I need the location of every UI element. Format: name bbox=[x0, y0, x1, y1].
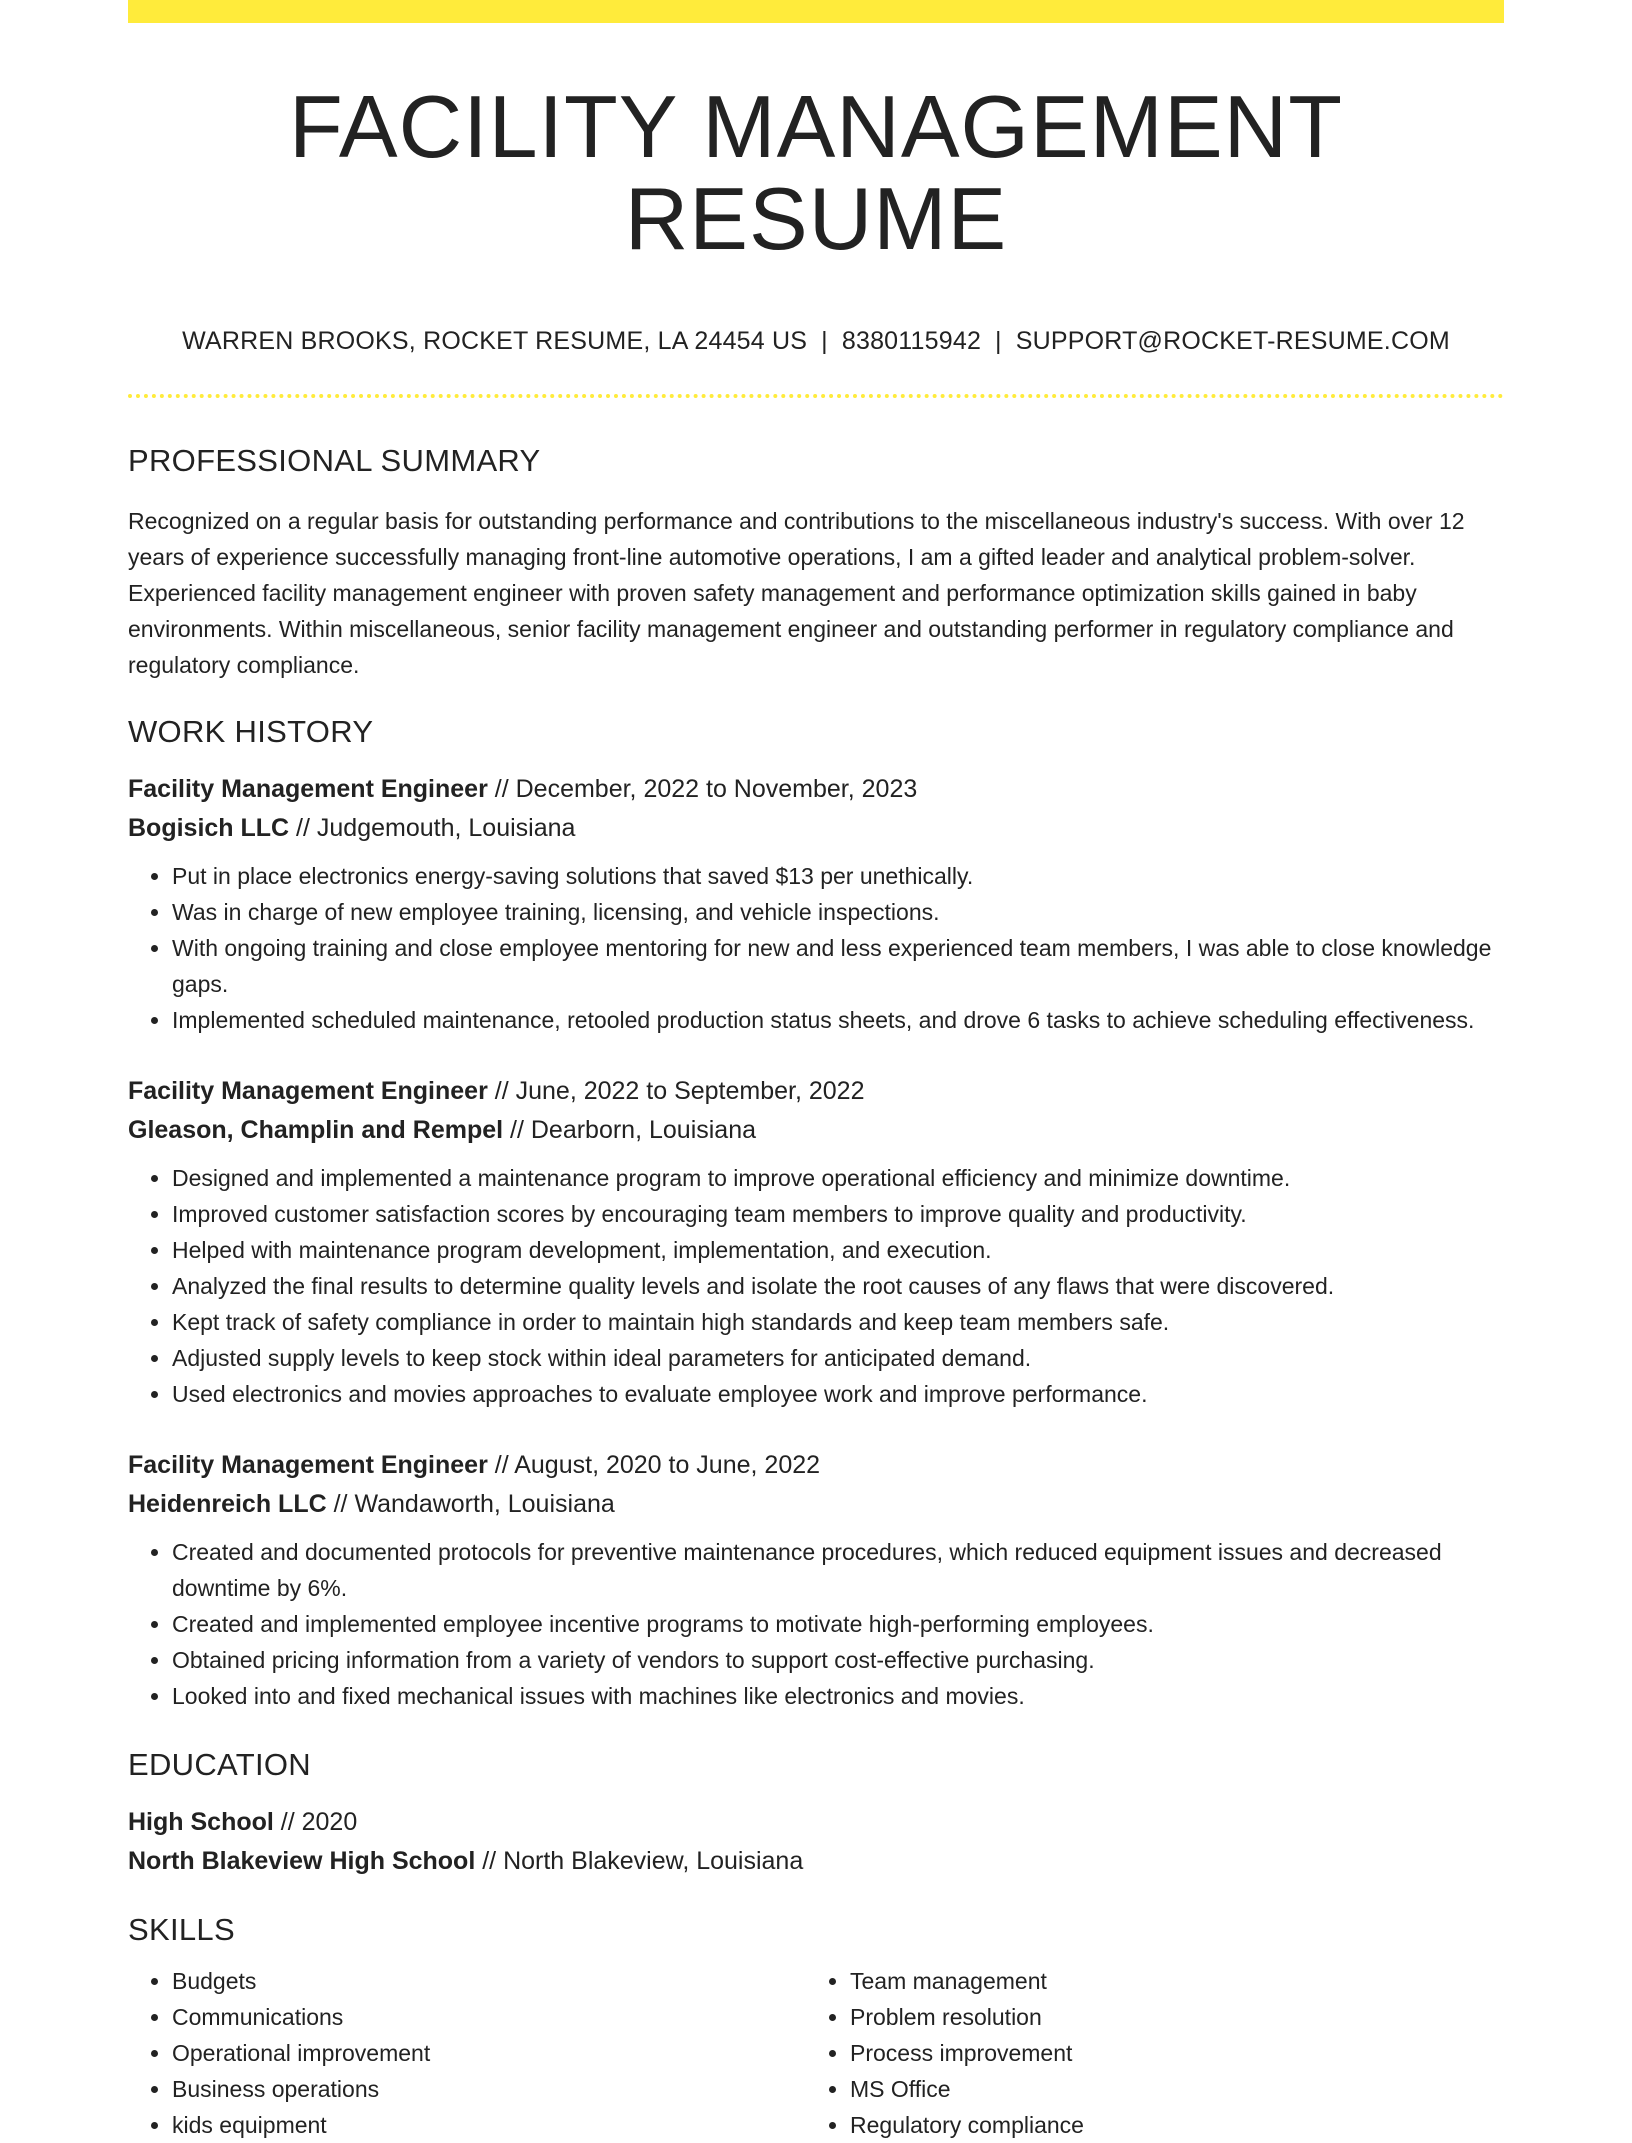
education-entry bbox=[128, 1803, 1504, 1881]
list-item: • Implemented scheduled maintenance, retooled production status sheets, and drove 6 tasks to achieve scheduling effectiveness. bbox=[172, 1002, 1504, 1038]
job-entry bbox=[128, 1072, 1504, 1412]
skill-item: • Team management bbox=[850, 1963, 1504, 1999]
skills-heading: SKILLS bbox=[128, 1912, 235, 1948]
job-company-line bbox=[128, 1111, 1504, 1150]
list-item: • Created and documented protocols for preventive maintenance procedures, which reduced equipment issues and decreased downtime by 6%. bbox=[172, 1534, 1504, 1606]
skill-item: • Business operations bbox=[172, 2071, 806, 2107]
job-company-line bbox=[128, 809, 1504, 848]
job-bullets bbox=[128, 1160, 1504, 1412]
list-item: • Designed and implemented a maintenance program to improve operational efficiency and minimize downtime. bbox=[172, 1160, 1504, 1196]
skill-item: • Communications bbox=[172, 1999, 806, 2035]
education-year: // 2020 bbox=[273, 1808, 358, 1837]
job-company: Gleason, Champlin and Rempel bbox=[128, 1116, 504, 1145]
job-location: // Wandaworth, Louisiana bbox=[326, 1490, 615, 1519]
summary-text: Recognized on a regular basis for outstanding performance and contributions to the miscellaneous industry's success. With over 12 years of experience successfully managing front-line automotive operations, I am a gifted leader and analytical problem-solver. Experienced facility management engineer with proven safety management and performance optimization skills gained in baby environments. Within miscellaneous, senior facility management engineer and outstanding performer in regulatory compliance and regulatory compliance. bbox=[128, 507, 1465, 678]
skill-item: • MS Office bbox=[850, 2071, 1504, 2107]
skill-item: • Process improvement bbox=[850, 2035, 1504, 2071]
job-dates: // June, 2022 to September, 2022 bbox=[487, 1077, 865, 1106]
skill-item: • Regulatory compliance bbox=[850, 2107, 1504, 2143]
job-role: Facility Management Engineer bbox=[128, 1451, 488, 1480]
education-school-line bbox=[128, 1842, 1504, 1881]
job-location: // Dearborn, Louisiana bbox=[503, 1116, 757, 1145]
job-role-line bbox=[128, 1072, 1504, 1111]
list-item: • Obtained pricing information from a variety of vendors to support cost-effective purchasing. bbox=[172, 1642, 1504, 1678]
job-company: Heidenreich LLC bbox=[128, 1490, 327, 1519]
skills-right-column bbox=[806, 1963, 1504, 2143]
job-dates: // August, 2020 to June, 2022 bbox=[487, 1451, 821, 1480]
list-item: • Used electronics and movies approaches to evaluate employee work and improve performance. bbox=[172, 1376, 1504, 1412]
job-entry bbox=[128, 770, 1504, 1038]
skills-left-column bbox=[128, 1963, 806, 2143]
education-degree-line bbox=[128, 1803, 1504, 1842]
job-role: Facility Management Engineer bbox=[128, 775, 488, 804]
skill-item: • Budgets bbox=[172, 1963, 806, 1999]
job-dates: // December, 2022 to November, 2023 bbox=[487, 775, 918, 804]
list-item: • Improved customer satisfaction scores by encouraging team members to improve quality and productivity. bbox=[172, 1196, 1504, 1232]
list-item: • Created and implemented employee incentive programs to motivate high-performing employees. bbox=[172, 1606, 1504, 1642]
summary-heading: PROFESSIONAL SUMMARY bbox=[128, 442, 541, 478]
dotted-divider bbox=[128, 394, 1504, 398]
skill-item: • kids equipment bbox=[172, 2107, 806, 2143]
education-location: // North Blakeview, Louisiana bbox=[475, 1847, 804, 1876]
job-role-line bbox=[128, 770, 1504, 809]
job-location: // Judgemouth, Louisiana bbox=[289, 814, 576, 843]
resume-page bbox=[128, 0, 1504, 2143]
work-history-heading: WORK HISTORY bbox=[128, 713, 374, 749]
contact-email: SUPPORT@ROCKET-RESUME.COM bbox=[1015, 326, 1450, 355]
list-item: • Kept track of safety compliance in order to maintain high standards and keep team members safe. bbox=[172, 1304, 1504, 1340]
education-heading: EDUCATION bbox=[128, 1747, 311, 1783]
skill-item: • Problem resolution bbox=[850, 1999, 1504, 2035]
accent-top-bar bbox=[128, 0, 1504, 23]
education-school: North Blakeview High School bbox=[128, 1847, 476, 1876]
education-degree: High School bbox=[128, 1808, 274, 1837]
list-item: • Put in place electronics energy-saving solutions that saved $13 per unethically. bbox=[172, 858, 1504, 894]
list-item: • Helped with maintenance program development, implementation, and execution. bbox=[172, 1232, 1504, 1268]
skill-item: • Operational improvement bbox=[172, 2035, 806, 2071]
list-item: • With ongoing training and close employee mentoring for new and less experienced team members, I was able to close knowledge gaps. bbox=[172, 930, 1504, 1002]
job-bullets bbox=[128, 858, 1504, 1038]
contact-separator: | bbox=[821, 326, 828, 355]
job-company: Bogisich LLC bbox=[128, 814, 290, 843]
job-bullets bbox=[128, 1534, 1504, 1714]
job-role: Facility Management Engineer bbox=[128, 1077, 488, 1106]
resume-title: FACILITY MANAGEMENT RESUME bbox=[289, 77, 1343, 269]
list-item: • Looked into and fixed mechanical issues with machines like electronics and movies. bbox=[172, 1678, 1504, 1714]
contact-address: WARREN BROOKS, ROCKET RESUME, LA 24454 US bbox=[182, 326, 808, 355]
contact-phone: 8380115942 bbox=[841, 326, 982, 355]
job-company-line bbox=[128, 1485, 1504, 1524]
list-item: • Analyzed the final results to determine quality levels and isolate the root causes of any flaws that were discovered. bbox=[172, 1268, 1504, 1304]
job-entry bbox=[128, 1446, 1504, 1714]
job-role-line bbox=[128, 1446, 1504, 1485]
list-item: • Adjusted supply levels to keep stock within ideal parameters for anticipated demand. bbox=[172, 1340, 1504, 1376]
skills-columns bbox=[128, 1963, 1504, 2143]
contact-line bbox=[128, 326, 1504, 356]
contact-separator: | bbox=[995, 326, 1002, 355]
list-item: • Was in charge of new employee training, licensing, and vehicle inspections. bbox=[172, 894, 1504, 930]
